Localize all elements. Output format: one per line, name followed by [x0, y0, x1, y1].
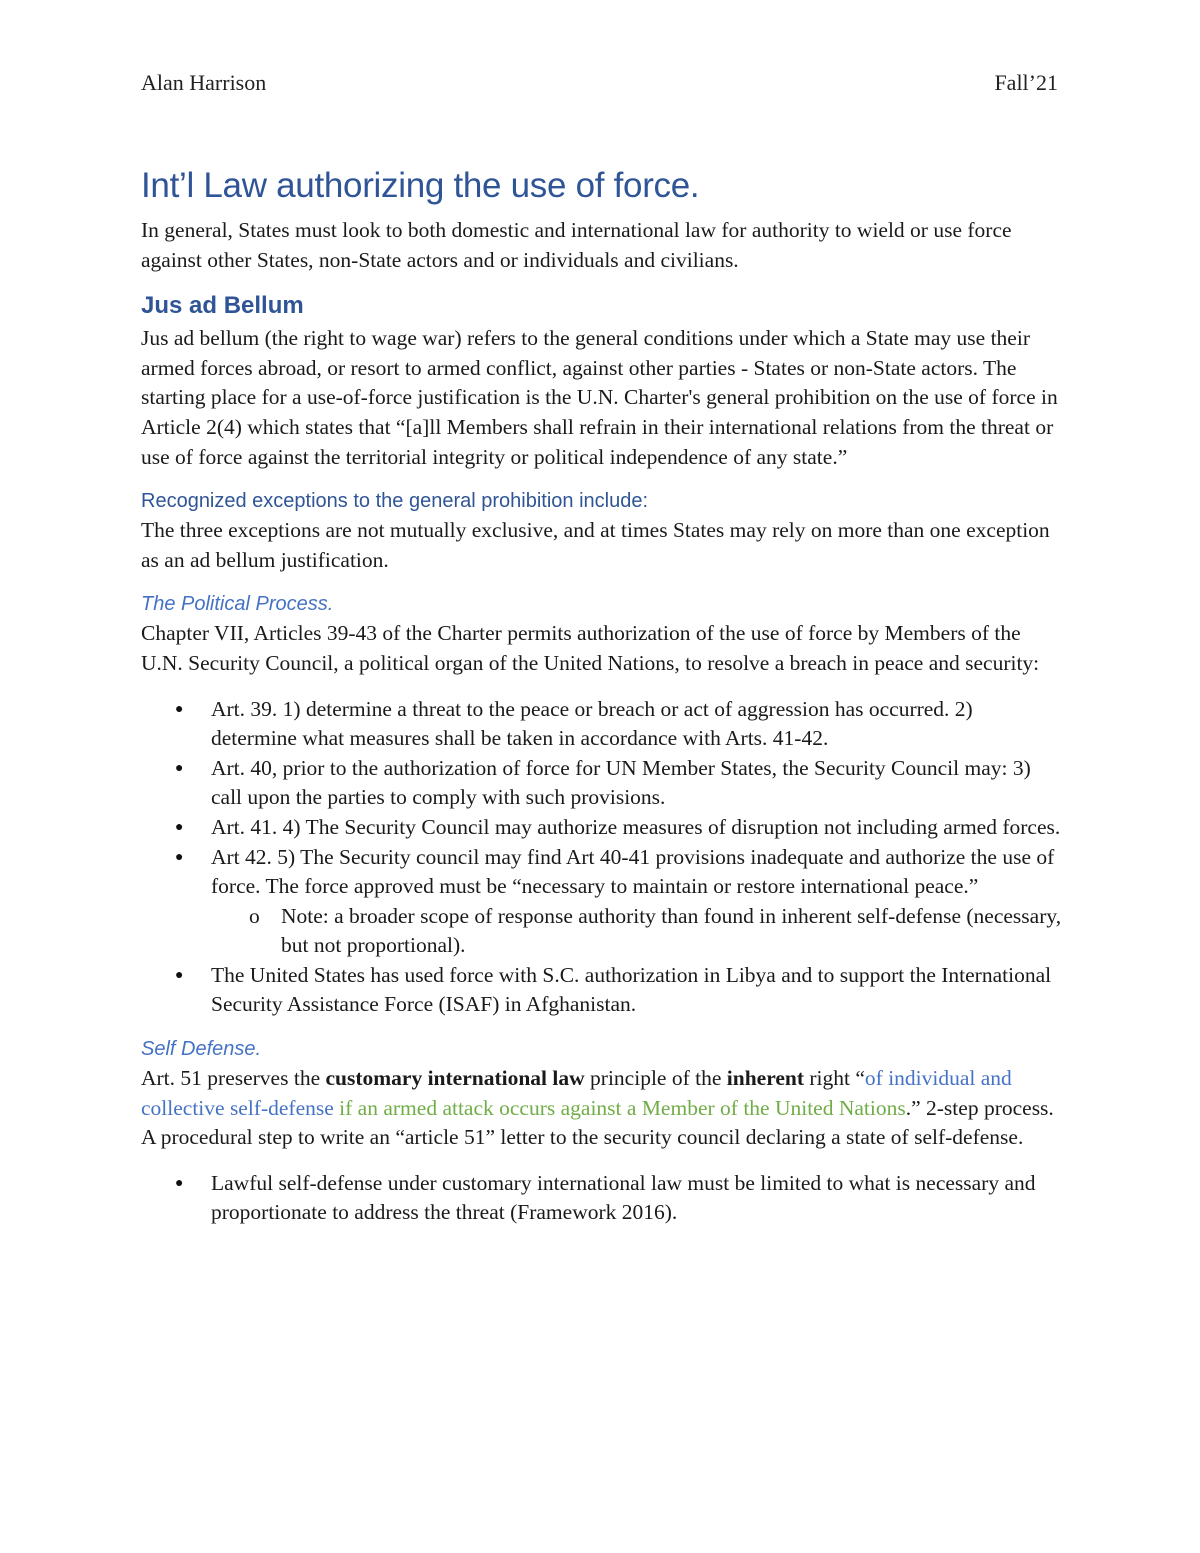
intro-paragraph: In general, States must look to both domestic and international law for authority to wield or use force against other States, non-State actors and or individuals and civilians. — [141, 218, 1012, 272]
self-defense-text-c: right “ — [804, 1066, 865, 1091]
subheading-self-defense: Self Defense. — [141, 1038, 262, 1061]
list-item-art-40: ● Art. 40, prior to the authorization of force for UN Member States, the Security Council may: 3) call upon the parties to comply with such provisions. — [141, 754, 1062, 813]
list-item-art-39: ● Art. 39. 1) determine a threat to the peace or breach or act of aggression has occurred. 2) determine what measures shall be taken in accordance with Arts. 41-42. — [141, 695, 1062, 754]
page-header — [141, 70, 1058, 96]
political-process-paragraph: Chapter VII, Articles 39-43 of the Charter permits authorization of the use of force by Members of the U.N. Security Council, a political organ of the United Nations, to resolve a breach in peace and security: — [141, 621, 1040, 675]
self-defense-list — [141, 1169, 1062, 1228]
self-defense-quote-green: if an armed attack occurs against a Member of the United Nations — [333, 1095, 906, 1120]
sub-list-item-note: o Note: a broader scope of response authority than found in inherent self-defense (necessary, but not proportional). — [211, 902, 1062, 961]
list-item-art-42 — [141, 843, 1062, 961]
header-author: Alan Harrison — [141, 70, 267, 95]
self-defense-text-b: principle of the — [584, 1066, 727, 1091]
self-defense-quote-blue: of individual and collective self-defense — [141, 1066, 1012, 1120]
self-defense-bold-customary: customary international law — [325, 1066, 585, 1091]
header-term: Fall’21 — [994, 70, 1058, 95]
self-defense-text-a: Art. 51 preserves the — [141, 1066, 326, 1091]
list-item-art-41: ● Art. 41. 4) The Security Council may authorize measures of disruption not including armed forces. — [141, 813, 1062, 843]
self-defense-text-d: .” 2-step process. A procedural step to write an “article 51” letter to the security council declaring a state of self-defense. — [141, 1095, 1054, 1150]
political-process-list — [141, 695, 1062, 1021]
list-item-lawful-self-defense: ● Lawful self-defense under customary international law must be limited to what is necessary and proportionate to address the threat (Framework 2016). — [141, 1169, 1062, 1228]
subheading-political-process: The Political Process. — [141, 593, 334, 616]
document-title: Int’l Law authorizing the use of force. — [141, 166, 700, 205]
list-item-us-force: ● The United States has used force with S.C. authorization in Libya and to support the International Security Assistance Force (ISAF) in Afghanistan. — [141, 961, 1062, 1020]
subheading-exceptions: Recognized exceptions to the general prohibition include: — [141, 490, 649, 513]
self-defense-paragraph — [141, 1064, 1062, 1153]
sub-list — [211, 902, 1062, 961]
section-heading-jus-ad-bellum: Jus ad Bellum — [141, 292, 304, 320]
jus-ad-bellum-paragraph: Jus ad bellum (the right to wage war) refers to the general conditions under which a State may use their armed forces abroad, or resort to armed conflict, against other parties - States or non-State actors. The starting place for a use-of-force justification is the U.N. Charter's general prohibition on the use of force in Article 2(4) which states that “[a]ll Members shall refrain in their international relations from the threat or use of force against the territorial integrity or political independence of any state.” — [141, 326, 1058, 469]
exceptions-paragraph: The three exceptions are not mutually exclusive, and at times States may rely on more than one exception as an ad bellum justification. — [141, 518, 1050, 572]
self-defense-bold-inherent: inherent — [726, 1066, 805, 1091]
document-body — [141, 216, 1062, 1228]
list-item-art-42-text: Art 42. 5) The Security council may find Art 40-41 provisions inadequate and authorize the use of force. The force approved must be “necessary to maintain or restore international peace.” — [211, 844, 1055, 899]
